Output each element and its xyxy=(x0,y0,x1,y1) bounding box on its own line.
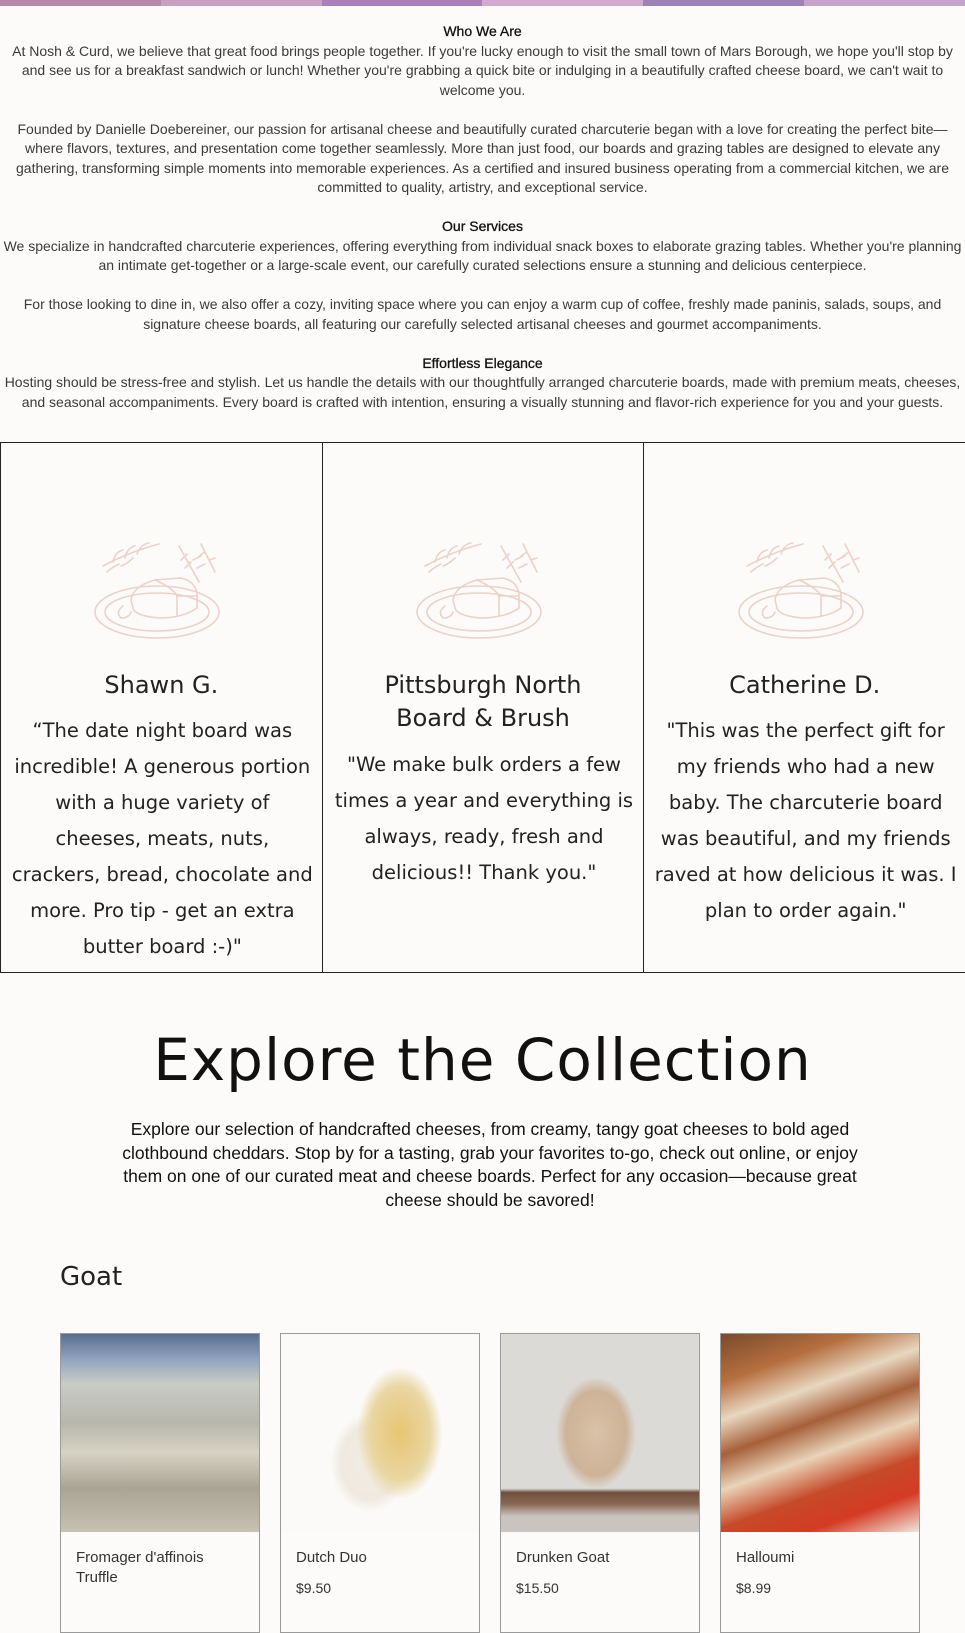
cheese-board-icon xyxy=(737,538,873,644)
effortless-elegance-heading: Effortless Elegance xyxy=(422,354,543,371)
product-price: $15.50 xyxy=(516,1580,559,1596)
testimonial-name: Pittsburgh North Board & Brush xyxy=(384,671,582,732)
product-image[interactable] xyxy=(721,1334,919,1532)
product-image[interactable] xyxy=(281,1334,479,1532)
testimonial-quote: "We make bulk orders a few times a year and everything is always, ready, fresh and delicious!! Thank you." xyxy=(334,753,634,884)
product-card[interactable] xyxy=(720,1333,920,1633)
testimonial-card xyxy=(1,443,323,972)
about-section xyxy=(0,22,965,412)
who-we-are-paragraph-2: Founded by Danielle Doebereiner, our passion for artisanal cheese and beautifully curated charcuterie began with a love for creating the perfect bite—where flavors, textures, and presentation come together seamlessly. More than just food, our boards and grazing tables are designed to elevate any gathering, transforming simple moments into memorable experiences. As a certified and insured business operating from a commercial kitchen, we are committed to quality, artistry, and exceptional service. xyxy=(16,120,949,195)
product-name[interactable]: Dutch Duo xyxy=(296,1549,367,1566)
explore-collection-title: Explore the Collection xyxy=(153,1026,812,1094)
testimonials-section xyxy=(0,442,965,973)
product-name[interactable]: Drunken Goat xyxy=(516,1549,610,1566)
category-title: Goat xyxy=(60,1262,123,1292)
our-services-heading: Our Services xyxy=(442,218,523,234)
testimonial-quote: "This was the perfect gift for my friends who had a new baby. The charcuterie board was beautiful, and my friends raved at how delicious it was. I plan to order again." xyxy=(654,719,957,922)
who-we-are-paragraph-1: At Nosh & Curd, we believe that great food brings people together. If you're lucky enough to visit the small town of Mars Borough, we hope you'll stop by and see us for a breakfast sandwich or lunch! Whether you're grabbing a quick bite or indulging in a beautifully crafted cheese board, we can't wait to welcome you. xyxy=(12,42,953,98)
hero-image-strip xyxy=(0,0,965,6)
our-services-paragraph-2: For those looking to dine in, we also offer a cozy, inviting space where you can enjoy a warm cup of coffee, freshly made paninis, salads, soups, and signature cheese boards, all featuring our carefully selected artisanal cheeses and gourmet accompaniments. xyxy=(23,296,942,332)
product-name[interactable]: Fromager d'affinois Truffle xyxy=(76,1549,204,1586)
product-image[interactable] xyxy=(61,1334,259,1532)
explore-collection-description: Explore our selection of handcrafted cheeses, from creamy, tangy goat cheeses to bold aged clothbound cheddars. Stop by for a tasting, grab your favorites to-go, check out online, or enjoy them on one of our curated meat and cheese boards. Perfect for any occasion—because great cheese should be savored! xyxy=(122,1119,858,1210)
product-price: $8.99 xyxy=(736,1580,772,1596)
who-we-are-heading: Who We Are xyxy=(443,23,522,39)
testimonial-card xyxy=(323,443,645,972)
cheese-board-icon xyxy=(93,538,229,644)
effortless-elegance-paragraph: Hosting should be stress-free and stylish. Let us handle the details with our thoughtfully arranged charcuterie boards, made with premium meats, cheeses, and seasonal accompaniments. Every board is crafted with intention, ensuring a visually stunning and flavor-rich experience for you and your guests. xyxy=(4,374,961,410)
our-services-paragraph-1: We specialize in handcrafted charcuterie experiences, offering everything from individual snack boxes to elaborate grazing tables. Whether you're planning an intimate get-together or a large-scale event, our carefully curated selections ensure a stunning and delicious centerpiece. xyxy=(3,237,962,273)
product-card[interactable] xyxy=(500,1333,700,1633)
product-image[interactable] xyxy=(501,1334,699,1532)
product-gallery xyxy=(60,1333,920,1633)
testimonial-card xyxy=(644,443,965,972)
testimonial-name: Shawn G. xyxy=(104,671,219,699)
product-name[interactable]: Halloumi xyxy=(736,1549,795,1566)
product-card[interactable] xyxy=(280,1333,480,1633)
product-price: $9.50 xyxy=(296,1580,332,1596)
testimonial-name: Catherine D. xyxy=(729,671,881,699)
product-card[interactable] xyxy=(60,1333,260,1633)
cheese-board-icon xyxy=(415,538,551,644)
testimonial-quote: “The date night board was incredible! A generous portion with a huge variety of cheeses, meats, nuts, crackers, bread, chocolate and more. Pro tip - get an extra butter board :-)" xyxy=(11,719,313,958)
